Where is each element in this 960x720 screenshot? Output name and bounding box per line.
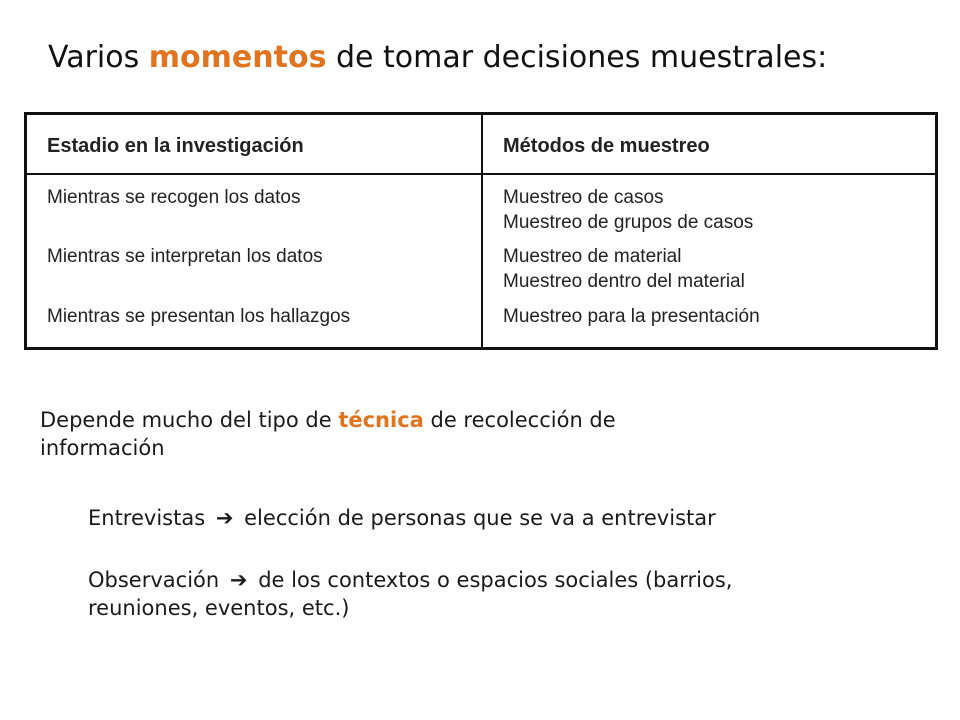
observation-item	[88, 566, 732, 622]
intro-highlight: técnica	[338, 408, 424, 432]
table-row-method: Muestreo de grupos de casos	[503, 212, 754, 233]
table-header-stage: Estadio en la investigación	[47, 135, 304, 157]
observation-term: Observación	[88, 568, 220, 592]
interviews-term: Entrevistas	[88, 506, 206, 530]
intro-paragraph	[40, 406, 616, 462]
table-row-method: Muestreo de material	[503, 246, 682, 267]
table-row-stage: Mientras se recogen los datos	[47, 187, 301, 208]
intro-line2: información	[40, 436, 165, 460]
table-row-method: Muestreo dentro del material	[503, 271, 745, 292]
intro-prefix: Depende mucho del tipo de	[40, 408, 339, 432]
header-divider	[27, 173, 935, 175]
table-row-method: Muestreo para la presentación	[503, 306, 760, 327]
sampling-table	[24, 112, 938, 350]
table-header-methods: Métodos de muestreo	[503, 135, 710, 157]
observation-text: de los contextos o espacios sociales (barrios,	[258, 568, 733, 592]
table-row-stage: Mientras se interpretan los datos	[47, 246, 323, 267]
arrow-right-icon: ➔	[215, 506, 234, 530]
table-row-method: Muestreo de casos	[503, 187, 664, 208]
column-divider	[481, 115, 483, 347]
interviews-item	[88, 504, 716, 532]
arrow-right-icon: ➔	[229, 568, 248, 592]
title-suffix: de tomar decisiones muestrales:	[326, 40, 828, 75]
observation-line2: reuniones, eventos, etc.)	[88, 596, 350, 620]
title-highlight: momentos	[148, 40, 327, 75]
slide-title	[48, 40, 827, 75]
table-row-stage: Mientras se presentan los hallazgos	[47, 306, 351, 327]
title-prefix: Varios	[48, 40, 149, 75]
intro-suffix: de recolección de	[423, 408, 616, 432]
interviews-text: elección de personas que se va a entrevistar	[244, 506, 716, 530]
